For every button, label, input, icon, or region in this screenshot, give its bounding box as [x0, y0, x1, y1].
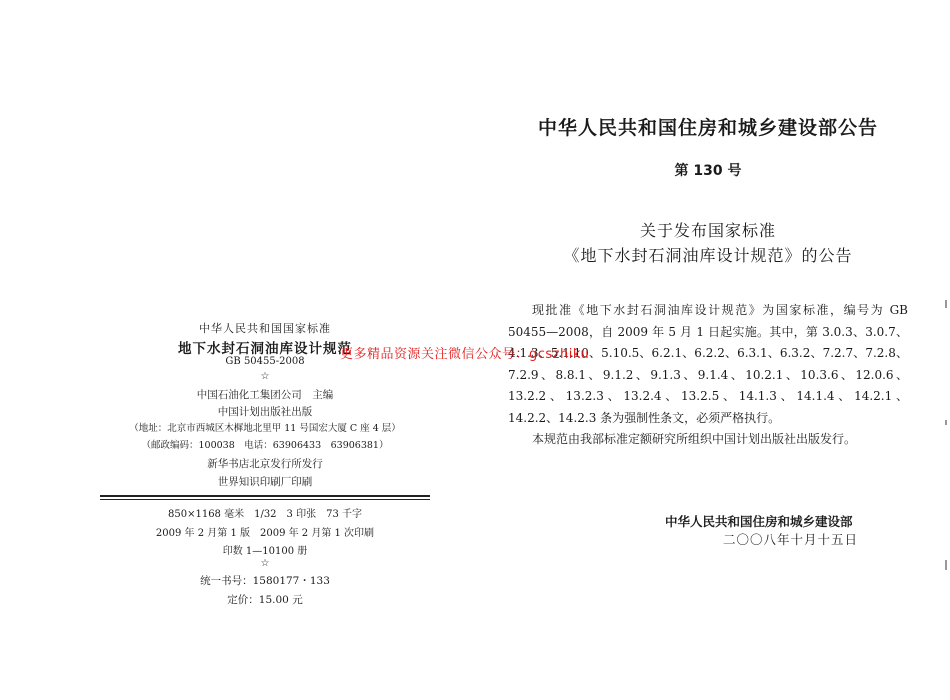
- edition-info: 2009 年 2 月第 1 版 2009 年 2 月第 1 次印刷: [155, 528, 375, 539]
- copyright-header: 中华人民共和国国家标准: [199, 322, 331, 335]
- publisher-address: （地址：北京市西城区木樨地北里甲 11 号国宏大厦 C 座 4 层）: [129, 423, 401, 434]
- chief-editor: 中国石油化工集团公司 主编: [196, 389, 334, 401]
- announcement-paragraph: 现批准《地下水封石洞油库设计规范》为国家标准，编号为 GB 50455—2008，自 2009 年 5 月 1 日起实施。其中，第 3.0.3、3.0.7、4.1.3、5.1.10、5.10.5、6.2.1、6.2.2、6.3.1、6.3.2、7.2.7、7.2.8、7.2.9、8.8.1、9.1.2、9.1.3、9.1.4、10.2.1、10.3.6、12.0.6、13.2.2、13.2.3、13.2.4、13.2.5、14.1.3、14.1.4、14.2.1、14.2.2、14.2.3 条为强制性条文，必须严格执行。: [508, 303, 908, 425]
- print-run: 印数 1—10100 册: [222, 546, 308, 557]
- promo-watermark: 更多精品资源关注微信公众号：gcszhiku: [340, 347, 590, 362]
- star-divider-icon: ☆: [260, 558, 270, 569]
- announcement-number: 第 130 号: [674, 163, 742, 179]
- price: 定价：15.00 元: [227, 594, 303, 606]
- unified-book-number: 统一书号：1580177・133: [200, 575, 330, 587]
- publisher-contact: （邮政编码：100038 电话：63906433 63906381）: [141, 440, 389, 451]
- publisher: 中国计划出版社出版: [217, 406, 313, 418]
- copyright-title: 地下水封石洞油库设计规范: [178, 341, 352, 357]
- announcement-date: 二〇〇八年十月十五日: [723, 532, 859, 547]
- imprint-divider-thin: [100, 499, 430, 500]
- announcement-paragraph: 本规范由我部标准定额研究所组织中国计划出版社出版发行。: [532, 432, 857, 446]
- announcement-subject-line1: 关于发布国家标准: [639, 221, 776, 240]
- printer: 世界知识印刷厂印刷: [217, 476, 313, 488]
- scan-speck: [945, 560, 947, 570]
- book-specs: 850×1168 毫米 1/32 3 印张 73 千字: [168, 509, 362, 520]
- distributor: 新华书店北京发行所发行: [207, 458, 323, 470]
- scan-speck: [945, 300, 947, 308]
- imprint-divider-thick: [100, 495, 430, 497]
- star-divider-icon: ☆: [260, 371, 270, 382]
- scan-speck: [945, 420, 947, 425]
- announcement-signer: 中华人民共和国住房和城乡建设部: [665, 514, 853, 529]
- standard-code: GB 50455-2008: [225, 356, 305, 367]
- announcement-heading: 中华人民共和国住房和城乡建设部公告: [537, 117, 878, 139]
- announcement-body: [508, 300, 908, 451]
- announcement-subject-line2: 《地下水封石洞油库设计规范》的公告: [563, 246, 853, 265]
